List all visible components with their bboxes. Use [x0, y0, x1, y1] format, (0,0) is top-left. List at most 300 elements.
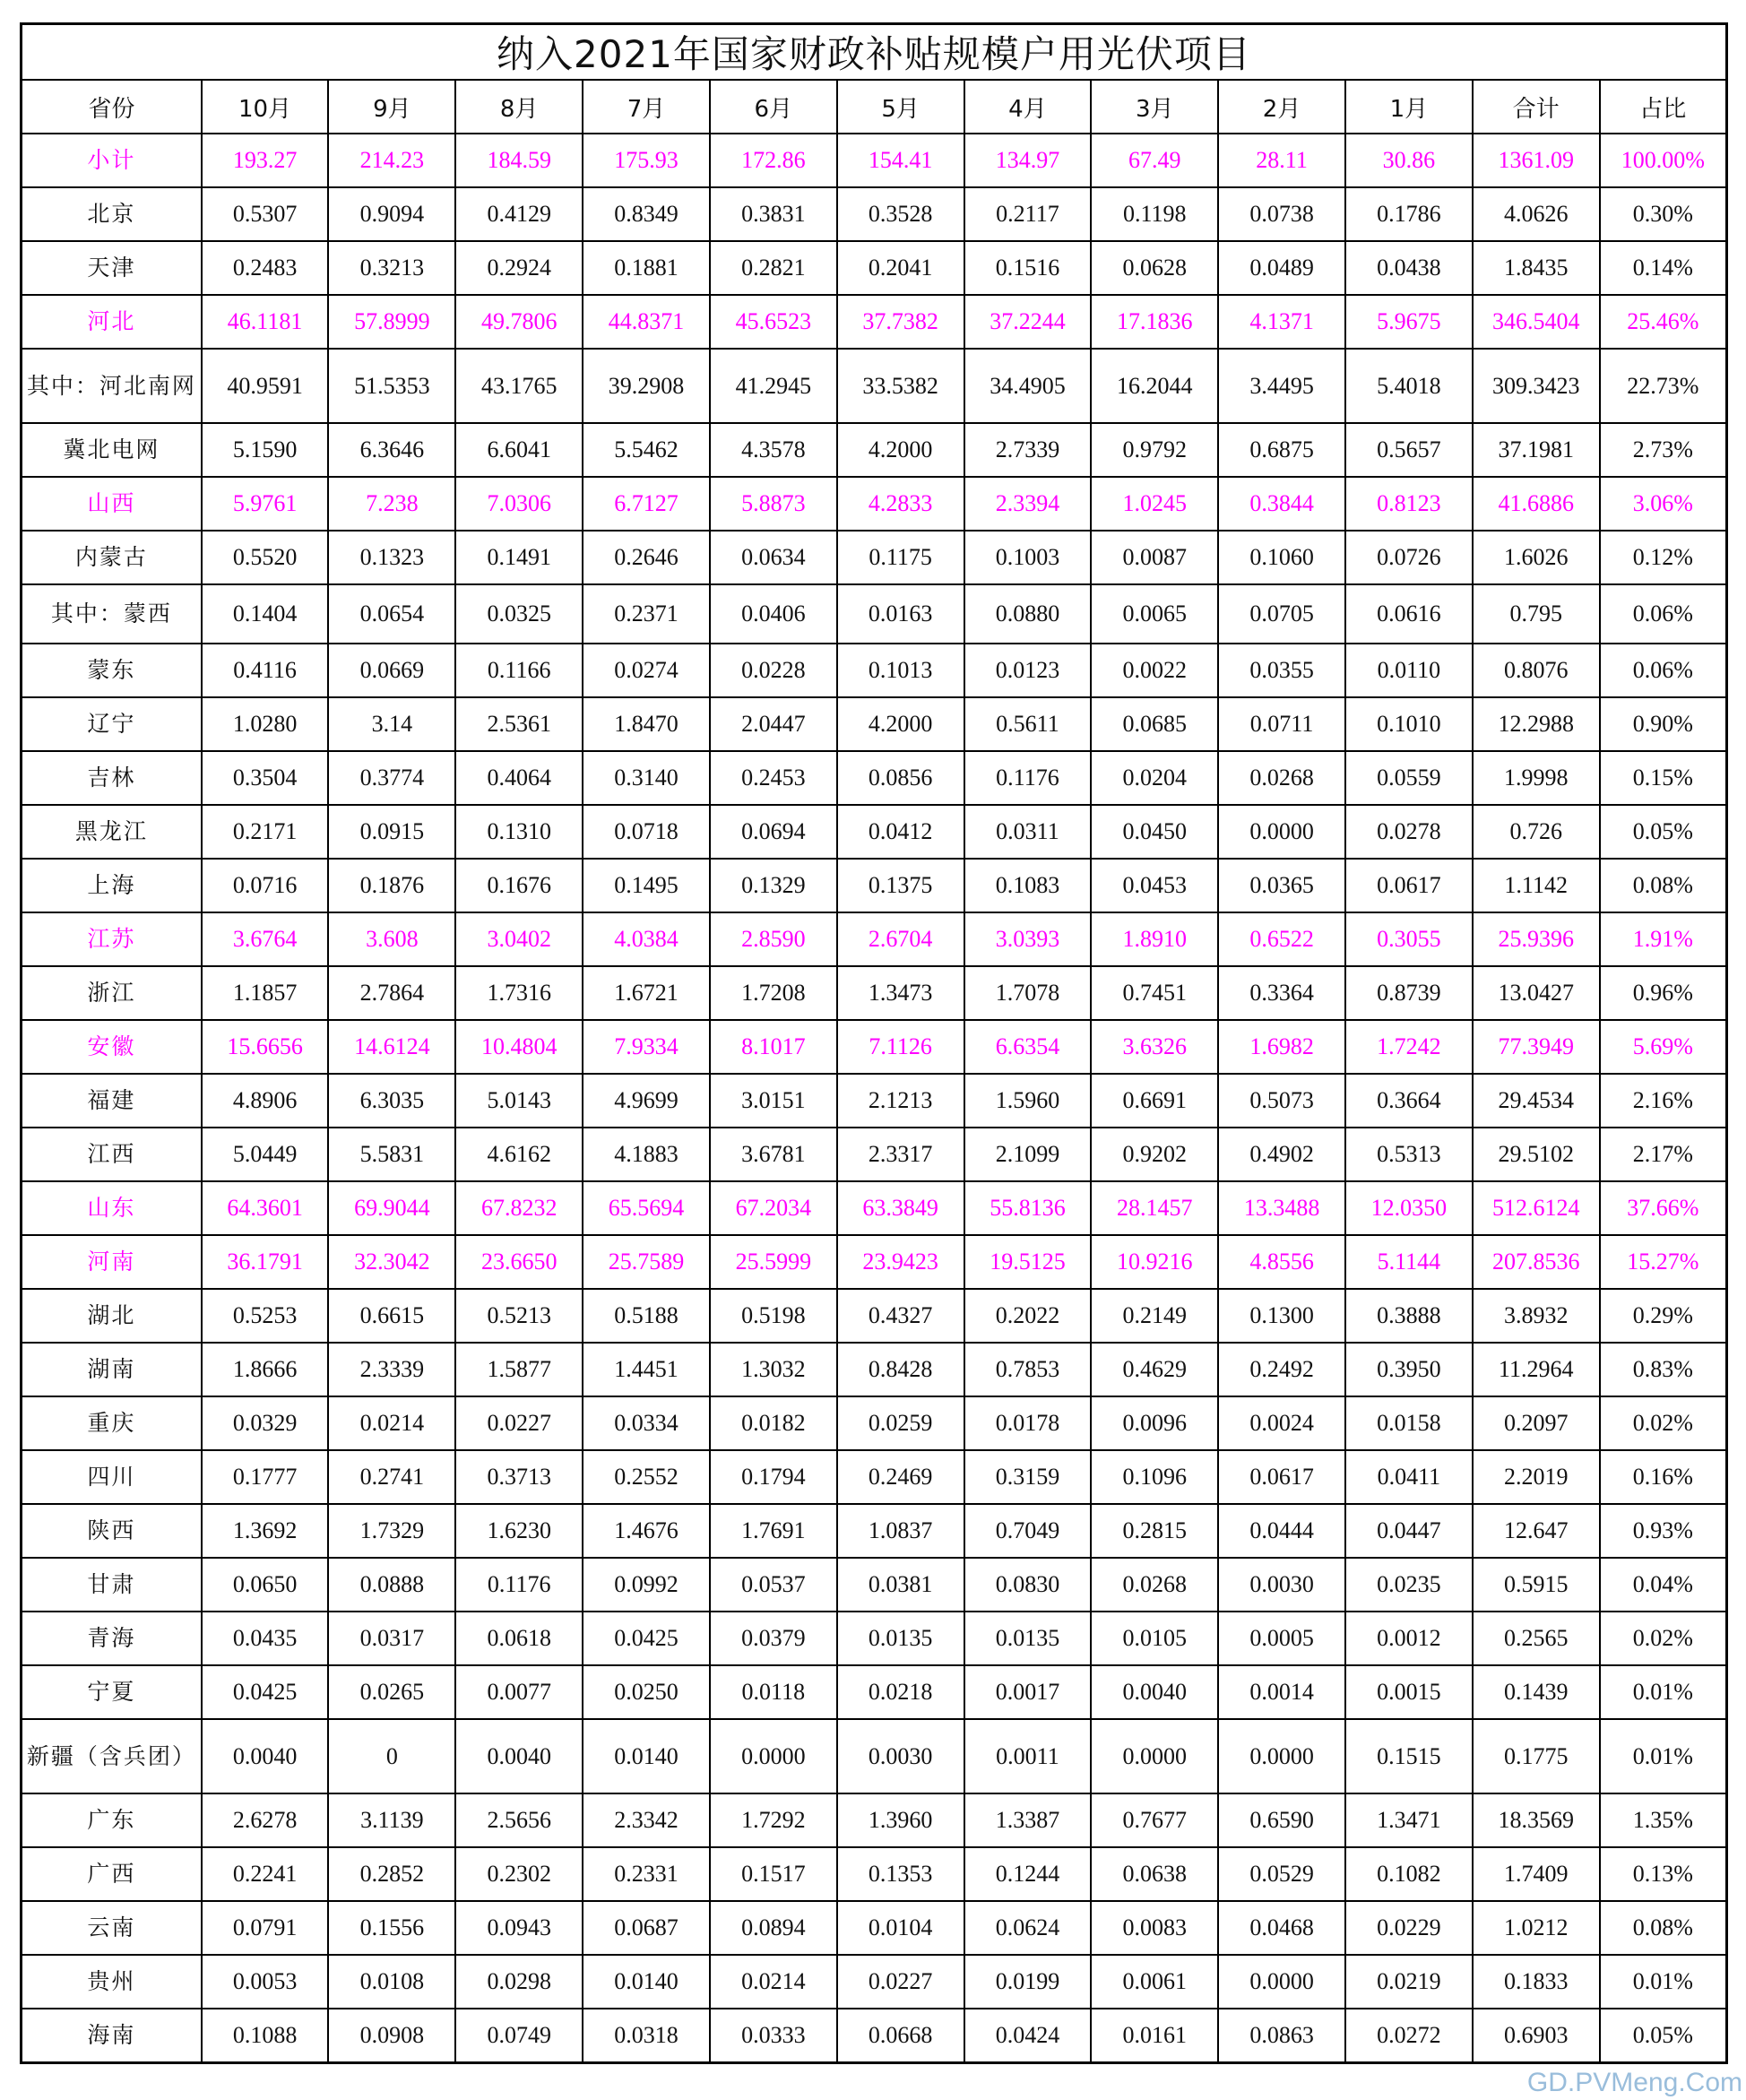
month-value-cell: 0.0061 — [1091, 1955, 1218, 2009]
month-value-cell: 0.5657 — [1345, 423, 1473, 477]
month-value-cell: 0.0447 — [1345, 1504, 1473, 1558]
month-value-cell: 0.0365 — [1218, 859, 1345, 912]
month-value-cell: 0.0830 — [964, 1558, 1092, 1612]
month-value-cell: 0.0272 — [1345, 2009, 1473, 2062]
month-value-cell: 0.3888 — [1345, 1289, 1473, 1343]
month-value-cell: 0.0638 — [1091, 1847, 1218, 1901]
month-value-cell: 51.5353 — [328, 349, 455, 423]
province-cell: 安徽 — [22, 1020, 202, 1074]
month-value-cell: 0.0406 — [710, 584, 837, 644]
month-value-cell: 37.2244 — [964, 295, 1092, 349]
month-value-cell: 2.1099 — [964, 1128, 1092, 1181]
month-value-cell: 0.2149 — [1091, 1289, 1218, 1343]
month-value-cell: 0.0163 — [837, 584, 964, 644]
month-value-cell: 0.2453 — [710, 751, 837, 805]
month-value-cell: 175.93 — [583, 134, 710, 187]
province-cell: 吉林 — [22, 751, 202, 805]
month-value-cell: 0.0118 — [710, 1665, 837, 1719]
month-value-cell: 19.5125 — [964, 1235, 1092, 1289]
month-value-cell: 10.9216 — [1091, 1235, 1218, 1289]
month-value-cell: 0.0325 — [455, 584, 583, 644]
month-value-cell: 0.0219 — [1345, 1955, 1473, 2009]
month-value-cell: 0.8428 — [837, 1343, 964, 1396]
month-value-cell: 0.0140 — [583, 1955, 710, 2009]
month-value-cell: 0.0214 — [710, 1955, 837, 2009]
total-cell: 2.2019 — [1473, 1450, 1600, 1504]
month-value-cell: 0.2041 — [837, 241, 964, 295]
month-value-cell: 134.97 — [964, 134, 1092, 187]
month-value-cell: 0.0123 — [964, 644, 1092, 697]
month-value-cell: 172.86 — [710, 134, 837, 187]
total-cell: 207.8536 — [1473, 1235, 1600, 1289]
share-cell: 0.83% — [1600, 1343, 1727, 1396]
month-value-cell: 0.1676 — [455, 859, 583, 912]
month-value-cell: 0.2924 — [455, 241, 583, 295]
month-value-cell: 2.3317 — [837, 1128, 964, 1181]
month-value-cell: 0.0529 — [1218, 1847, 1345, 1901]
month-value-cell: 1.0245 — [1091, 477, 1218, 531]
month-value-cell: 4.8906 — [202, 1074, 329, 1128]
month-value-cell: 1.7292 — [710, 1793, 837, 1847]
month-value-cell: 0.0618 — [455, 1612, 583, 1665]
province-cell: 陕西 — [22, 1504, 202, 1558]
month-value-cell: 0.1013 — [837, 644, 964, 697]
month-value-cell: 0.0235 — [1345, 1558, 1473, 1612]
month-value-cell: 5.0143 — [455, 1074, 583, 1128]
month-value-cell: 0.1198 — [1091, 187, 1218, 241]
total-cell: 12.2988 — [1473, 697, 1600, 751]
month-value-cell: 0.0278 — [1345, 805, 1473, 859]
month-value-cell: 44.8371 — [583, 295, 710, 349]
month-value-cell: 64.3601 — [202, 1181, 329, 1235]
share-cell: 0.01% — [1600, 1665, 1727, 1719]
month-value-cell: 0.0227 — [837, 1955, 964, 2009]
table-body — [22, 134, 1727, 2062]
month-value-cell: 0.1876 — [328, 859, 455, 912]
month-value-cell: 4.3578 — [710, 423, 837, 477]
province-cell: 小计 — [22, 134, 202, 187]
month-value-cell: 0.1516 — [964, 241, 1092, 295]
month-value-cell: 39.2908 — [583, 349, 710, 423]
province-cell: 冀北电网 — [22, 423, 202, 477]
month-value-cell: 0.3774 — [328, 751, 455, 805]
month-value-cell: 0.2821 — [710, 241, 837, 295]
share-cell: 0.16% — [1600, 1450, 1727, 1504]
total-cell: 29.4534 — [1473, 1074, 1600, 1128]
total-cell: 1.9998 — [1473, 751, 1600, 805]
month-value-cell: 3.14 — [328, 697, 455, 751]
month-value-cell: 5.0449 — [202, 1128, 329, 1181]
month-value-cell: 6.3646 — [328, 423, 455, 477]
table-row — [22, 1793, 1727, 1847]
total-cell: 1.1142 — [1473, 859, 1600, 912]
header-feb: 2月 — [1218, 80, 1345, 134]
month-value-cell: 0.0135 — [964, 1612, 1092, 1665]
month-value-cell: 3.4495 — [1218, 349, 1345, 423]
share-cell: 0.05% — [1600, 2009, 1727, 2062]
month-value-cell: 0.4629 — [1091, 1343, 1218, 1396]
month-value-cell: 0.0726 — [1345, 531, 1473, 584]
month-value-cell: 7.0306 — [455, 477, 583, 531]
month-value-cell: 0.0716 — [202, 859, 329, 912]
month-value-cell: 2.5656 — [455, 1793, 583, 1847]
table-row — [22, 1901, 1727, 1955]
month-value-cell: 0.2117 — [964, 187, 1092, 241]
month-value-cell: 43.1765 — [455, 349, 583, 423]
province-cell: 宁夏 — [22, 1665, 202, 1719]
province-cell: 黑龙江 — [22, 805, 202, 859]
month-value-cell: 0.0108 — [328, 1955, 455, 2009]
month-value-cell: 1.3960 — [837, 1793, 964, 1847]
month-value-cell: 1.7208 — [710, 966, 837, 1020]
month-value-cell: 0.1786 — [1345, 187, 1473, 241]
share-cell: 0.96% — [1600, 966, 1727, 1020]
month-value-cell: 0.4129 — [455, 187, 583, 241]
month-value-cell: 5.9675 — [1345, 295, 1473, 349]
month-value-cell: 30.86 — [1345, 134, 1473, 187]
month-value-cell: 1.7316 — [455, 966, 583, 1020]
month-value-cell: 0.3950 — [1345, 1343, 1473, 1396]
month-value-cell: 0.0334 — [583, 1396, 710, 1450]
month-value-cell: 0.0650 — [202, 1558, 329, 1612]
month-value-cell: 3.1139 — [328, 1793, 455, 1847]
total-cell: 4.0626 — [1473, 187, 1600, 241]
month-value-cell: 28.1457 — [1091, 1181, 1218, 1235]
province-cell: 蒙东 — [22, 644, 202, 697]
month-value-cell: 0.0265 — [328, 1665, 455, 1719]
month-value-cell: 6.6354 — [964, 1020, 1092, 1074]
month-value-cell: 0.2371 — [583, 584, 710, 644]
month-value-cell: 2.3394 — [964, 477, 1092, 531]
month-value-cell: 0.0624 — [964, 1901, 1092, 1955]
month-value-cell: 0.1495 — [583, 859, 710, 912]
month-value-cell: 34.4905 — [964, 349, 1092, 423]
month-value-cell: 1.5960 — [964, 1074, 1092, 1128]
month-value-cell: 69.9044 — [328, 1181, 455, 1235]
table-row — [22, 805, 1727, 859]
province-cell: 内蒙古 — [22, 531, 202, 584]
month-value-cell: 0.9094 — [328, 187, 455, 241]
month-value-cell: 0.3140 — [583, 751, 710, 805]
province-cell: 天津 — [22, 241, 202, 295]
month-value-cell: 0.1096 — [1091, 1450, 1218, 1504]
month-value-cell: 0.0110 — [1345, 644, 1473, 697]
month-value-cell: 45.6523 — [710, 295, 837, 349]
share-cell: 0.06% — [1600, 584, 1727, 644]
month-value-cell: 1.4451 — [583, 1343, 710, 1396]
month-value-cell: 0.8739 — [1345, 966, 1473, 1020]
month-value-cell: 0.0617 — [1218, 1450, 1345, 1504]
month-value-cell: 0.3528 — [837, 187, 964, 241]
total-cell: 309.3423 — [1473, 349, 1600, 423]
total-cell: 37.1981 — [1473, 423, 1600, 477]
month-value-cell: 0.0411 — [1345, 1450, 1473, 1504]
table-row — [22, 423, 1727, 477]
total-cell: 0.2097 — [1473, 1396, 1600, 1450]
table-row — [22, 1181, 1727, 1235]
month-value-cell: 0.1176 — [455, 1558, 583, 1612]
month-value-cell: 0.3055 — [1345, 912, 1473, 966]
month-value-cell: 17.1836 — [1091, 295, 1218, 349]
total-cell: 0.8076 — [1473, 644, 1600, 697]
month-value-cell: 0.4116 — [202, 644, 329, 697]
total-cell: 3.8932 — [1473, 1289, 1600, 1343]
month-value-cell: 57.8999 — [328, 295, 455, 349]
table-row — [22, 295, 1727, 349]
total-cell: 1361.09 — [1473, 134, 1600, 187]
month-value-cell: 0.0943 — [455, 1901, 583, 1955]
total-cell: 0.6903 — [1473, 2009, 1600, 2062]
month-value-cell: 3.6764 — [202, 912, 329, 966]
month-value-cell: 0.0228 — [710, 644, 837, 697]
month-value-cell: 1.7691 — [710, 1504, 837, 1558]
month-value-cell: 0.9202 — [1091, 1128, 1218, 1181]
share-cell: 0.01% — [1600, 1719, 1727, 1793]
table-row — [22, 697, 1727, 751]
month-value-cell: 0.6691 — [1091, 1074, 1218, 1128]
month-value-cell: 23.9423 — [837, 1235, 964, 1289]
month-value-cell: 0.2171 — [202, 805, 329, 859]
month-value-cell: 3.0151 — [710, 1074, 837, 1128]
total-cell: 1.7409 — [1473, 1847, 1600, 1901]
month-value-cell: 3.0402 — [455, 912, 583, 966]
month-value-cell: 0.3364 — [1218, 966, 1345, 1020]
total-cell: 0.1439 — [1473, 1665, 1600, 1719]
header-row — [22, 80, 1727, 134]
province-cell: 四川 — [22, 1450, 202, 1504]
province-cell: 湖南 — [22, 1343, 202, 1396]
month-value-cell: 0.0453 — [1091, 859, 1218, 912]
month-value-cell: 4.2000 — [837, 423, 964, 477]
province-cell: 青海 — [22, 1612, 202, 1665]
month-value-cell: 0.0863 — [1218, 2009, 1345, 2062]
month-value-cell: 0.0161 — [1091, 2009, 1218, 2062]
month-value-cell: 1.8470 — [583, 697, 710, 751]
table-row — [22, 1665, 1727, 1719]
month-value-cell: 1.4676 — [583, 1504, 710, 1558]
total-cell: 77.3949 — [1473, 1020, 1600, 1074]
month-value-cell: 16.2044 — [1091, 349, 1218, 423]
province-cell: 河南 — [22, 1235, 202, 1289]
month-value-cell: 0.0669 — [328, 644, 455, 697]
month-value-cell: 0.1794 — [710, 1450, 837, 1504]
month-value-cell: 0.2815 — [1091, 1504, 1218, 1558]
share-cell: 2.17% — [1600, 1128, 1727, 1181]
month-value-cell: 0.3213 — [328, 241, 455, 295]
month-value-cell: 1.5877 — [455, 1343, 583, 1396]
month-value-cell: 0.1777 — [202, 1450, 329, 1504]
month-value-cell: 8.1017 — [710, 1020, 837, 1074]
month-value-cell: 0.1082 — [1345, 1847, 1473, 1901]
month-value-cell: 6.6041 — [455, 423, 583, 477]
total-cell: 12.647 — [1473, 1504, 1600, 1558]
month-value-cell: 0.8349 — [583, 187, 710, 241]
month-value-cell: 5.9761 — [202, 477, 329, 531]
month-value-cell: 4.1371 — [1218, 295, 1345, 349]
month-value-cell: 3.6326 — [1091, 1020, 1218, 1074]
month-value-cell: 5.5462 — [583, 423, 710, 477]
month-value-cell: 0.2492 — [1218, 1343, 1345, 1396]
month-value-cell: 0.0199 — [964, 1955, 1092, 2009]
month-value-cell: 0.0559 — [1345, 751, 1473, 805]
month-value-cell: 4.0384 — [583, 912, 710, 966]
header-oct: 10月 — [202, 80, 329, 134]
province-cell: 湖北 — [22, 1289, 202, 1343]
share-cell: 22.73% — [1600, 349, 1727, 423]
share-cell: 0.30% — [1600, 187, 1727, 241]
table-row — [22, 1612, 1727, 1665]
share-cell: 0.13% — [1600, 1847, 1727, 1901]
month-value-cell: 1.6230 — [455, 1504, 583, 1558]
month-value-cell: 0.0749 — [455, 2009, 583, 2062]
month-value-cell: 0.0537 — [710, 1558, 837, 1612]
month-value-cell: 0.0158 — [1345, 1396, 1473, 1450]
month-value-cell: 0.3159 — [964, 1450, 1092, 1504]
month-value-cell: 36.1791 — [202, 1235, 329, 1289]
month-value-cell: 13.3488 — [1218, 1181, 1345, 1235]
month-value-cell: 0.0915 — [328, 805, 455, 859]
month-value-cell: 0.0880 — [964, 584, 1092, 644]
month-value-cell: 0.0381 — [837, 1558, 964, 1612]
month-value-cell: 0.7677 — [1091, 1793, 1218, 1847]
month-value-cell: 67.49 — [1091, 134, 1218, 187]
month-value-cell: 2.7339 — [964, 423, 1092, 477]
month-value-cell: 0.0616 — [1345, 584, 1473, 644]
month-value-cell: 0.1166 — [455, 644, 583, 697]
month-value-cell: 0.0227 — [455, 1396, 583, 1450]
total-cell: 0.1833 — [1473, 1955, 1600, 2009]
month-value-cell: 25.5999 — [710, 1235, 837, 1289]
header-province: 省份 — [22, 80, 202, 134]
table-row — [22, 1396, 1727, 1450]
month-value-cell: 0.0274 — [583, 644, 710, 697]
month-value-cell: 0.7049 — [964, 1504, 1092, 1558]
month-value-cell: 1.0837 — [837, 1504, 964, 1558]
month-value-cell: 0.0104 — [837, 1901, 964, 1955]
month-value-cell: 4.2000 — [837, 697, 964, 751]
month-value-cell: 193.27 — [202, 134, 329, 187]
month-value-cell: 0.0000 — [1218, 805, 1345, 859]
total-cell: 1.0212 — [1473, 1901, 1600, 1955]
month-value-cell: 5.4018 — [1345, 349, 1473, 423]
table-row — [22, 1289, 1727, 1343]
table-row — [22, 2009, 1727, 2062]
total-cell: 0.726 — [1473, 805, 1600, 859]
month-value-cell: 0.0105 — [1091, 1612, 1218, 1665]
month-value-cell: 0.1329 — [710, 859, 837, 912]
month-value-cell: 0.0012 — [1345, 1612, 1473, 1665]
province-cell: 广东 — [22, 1793, 202, 1847]
month-value-cell: 0.0668 — [837, 2009, 964, 2062]
month-value-cell: 0.3664 — [1345, 1074, 1473, 1128]
month-value-cell: 7.1126 — [837, 1020, 964, 1074]
total-cell: 346.5404 — [1473, 295, 1600, 349]
month-value-cell: 0.4064 — [455, 751, 583, 805]
table-row — [22, 241, 1727, 295]
month-value-cell: 0.0791 — [202, 1901, 329, 1955]
province-cell: 上海 — [22, 859, 202, 912]
total-cell: 13.0427 — [1473, 966, 1600, 1020]
month-value-cell: 0.4327 — [837, 1289, 964, 1343]
table-row — [22, 531, 1727, 584]
share-cell: 2.16% — [1600, 1074, 1727, 1128]
month-value-cell: 0.0705 — [1218, 584, 1345, 644]
share-cell: 3.06% — [1600, 477, 1727, 531]
province-cell: 河北 — [22, 295, 202, 349]
share-cell: 25.46% — [1600, 295, 1727, 349]
month-value-cell: 4.8556 — [1218, 1235, 1345, 1289]
share-cell: 37.66% — [1600, 1181, 1727, 1235]
month-value-cell: 0.0040 — [1091, 1665, 1218, 1719]
header-total: 合计 — [1473, 80, 1600, 134]
month-value-cell: 0.0298 — [455, 1955, 583, 2009]
month-value-cell: 0.0015 — [1345, 1665, 1473, 1719]
month-value-cell: 0.1176 — [964, 751, 1092, 805]
month-value-cell: 0.2331 — [583, 1847, 710, 1901]
month-value-cell: 3.0393 — [964, 912, 1092, 966]
month-value-cell: 0.1375 — [837, 859, 964, 912]
month-value-cell: 41.2945 — [710, 349, 837, 423]
table-row — [22, 1504, 1727, 1558]
share-cell: 15.27% — [1600, 1235, 1727, 1289]
month-value-cell: 0.2741 — [328, 1450, 455, 1504]
table-row — [22, 477, 1727, 531]
province-cell: 云南 — [22, 1901, 202, 1955]
total-cell: 41.6886 — [1473, 477, 1600, 531]
month-value-cell: 0.1881 — [583, 241, 710, 295]
month-value-cell: 0.0040 — [202, 1719, 329, 1793]
month-value-cell: 0.0014 — [1218, 1665, 1345, 1719]
month-value-cell: 0.0355 — [1218, 644, 1345, 697]
table-row — [22, 134, 1727, 187]
table-row — [22, 1955, 1727, 2009]
province-cell: 其中：蒙西 — [22, 584, 202, 644]
month-value-cell: 6.7127 — [583, 477, 710, 531]
month-value-cell: 0.3713 — [455, 1450, 583, 1504]
month-value-cell: 7.9334 — [583, 1020, 710, 1074]
month-value-cell: 0.0992 — [583, 1558, 710, 1612]
month-value-cell: 1.3473 — [837, 966, 964, 1020]
table-row — [22, 349, 1727, 423]
month-value-cell: 154.41 — [837, 134, 964, 187]
month-value-cell: 0.2302 — [455, 1847, 583, 1901]
header-share: 占比 — [1600, 80, 1727, 134]
total-cell: 29.5102 — [1473, 1128, 1600, 1181]
month-value-cell: 0.6522 — [1218, 912, 1345, 966]
month-value-cell: 0.0425 — [202, 1665, 329, 1719]
month-value-cell: 0.0005 — [1218, 1612, 1345, 1665]
table-row — [22, 1719, 1727, 1793]
month-value-cell: 0.0438 — [1345, 241, 1473, 295]
month-value-cell: 0.2852 — [328, 1847, 455, 1901]
month-value-cell: 0.1491 — [455, 531, 583, 584]
month-value-cell: 0.0435 — [202, 1612, 329, 1665]
month-value-cell: 3.6781 — [710, 1128, 837, 1181]
share-cell: 0.01% — [1600, 1955, 1727, 2009]
month-value-cell: 0.1060 — [1218, 531, 1345, 584]
month-value-cell: 0.6590 — [1218, 1793, 1345, 1847]
province-cell: 北京 — [22, 187, 202, 241]
month-value-cell: 0.7853 — [964, 1343, 1092, 1396]
table-row — [22, 1847, 1727, 1901]
share-cell: 0.06% — [1600, 644, 1727, 697]
header-aug: 8月 — [455, 80, 583, 134]
month-value-cell: 2.1213 — [837, 1074, 964, 1128]
month-value-cell: 0.1083 — [964, 859, 1092, 912]
month-value-cell: 55.8136 — [964, 1181, 1092, 1235]
pv-subsidy-table — [20, 22, 1728, 2064]
month-value-cell: 0.0000 — [1218, 1955, 1345, 2009]
